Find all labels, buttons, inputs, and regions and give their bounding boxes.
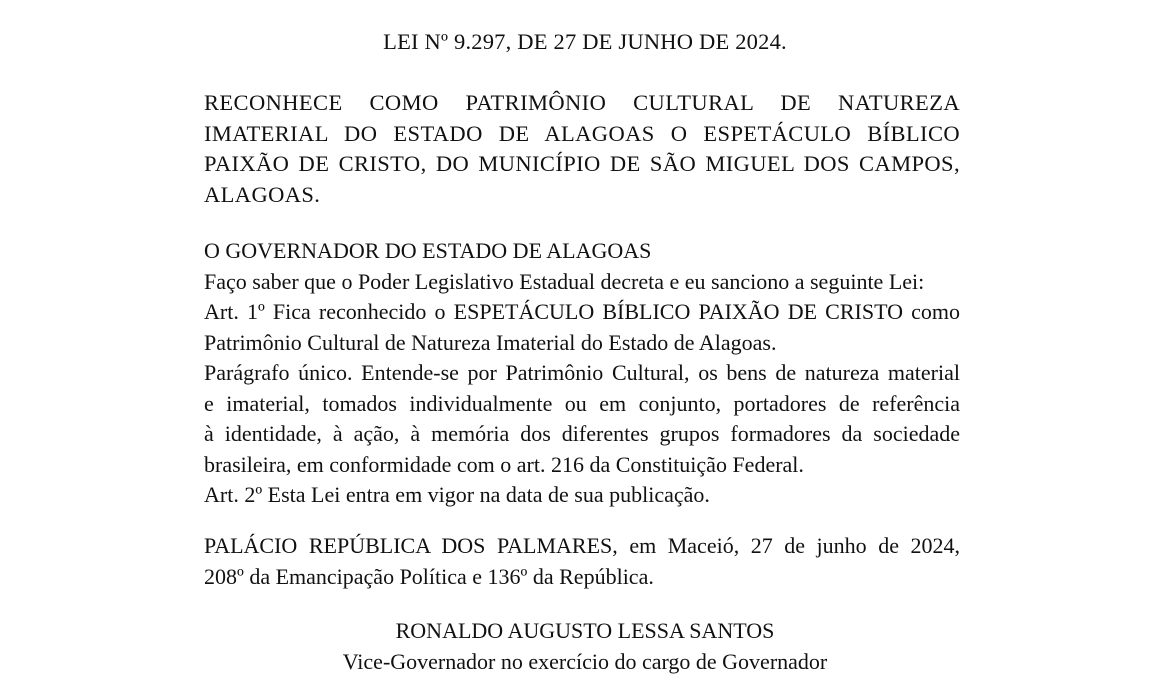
law-ementa [204,88,960,210]
law-body [204,236,960,511]
law-title: LEI Nº 9.297, DE 27 DE JUNHO DE 2024. [383,29,787,54]
authority-heading: O GOVERNADOR DO ESTADO DE ALAGOAS [204,238,652,263]
paragraph-line-3: à identidade, à ação, à memória dos diferentes grupos formadores da sociedade [204,421,960,446]
article-1-line-1: Art. 1º Fica reconhecido o ESPETÁCULO BÍBLICO PAIXÃO DE CRISTO como [204,299,960,324]
paragraph-line-2: e imaterial, tomados individualmente ou em conjunto, portadores de referência [204,390,960,416]
signatory-name: RONALDO AUGUSTO LESSA SANTOS [395,618,775,643]
paragraph-line-4: brasileira, em conformidade com o art. 216 da Constituição Federal. [204,451,804,477]
ementa-line-2: IMATERIAL DO ESTADO DE ALAGOAS O ESPETÁCULO BÍBLICO [204,120,960,146]
article-1-line-2: Patrimônio Cultural de Natureza Imaterial do Estado de Alagoas. [204,329,777,355]
signature-block [0,616,1170,677]
article-2: Art. 2º Esta Lei entra em vigor na data de sua publicação. [204,482,710,507]
closing-line-1: PALÁCIO REPÚBLICA DOS PALMARES, em Maceió, 27 de junho de 2024, [204,533,960,558]
signatory-role: Vice-Governador no exercício do cargo de Governador [342,648,828,674]
ementa-line-1: RECONHECE COMO PATRIMÔNIO CULTURAL DE NATUREZA [204,90,960,115]
law-closing [204,531,960,592]
ementa-line-3: PAIXÃO DE CRISTO, DO MUNICÍPIO DE SÃO MIGUEL DOS CAMPOS, [204,151,960,176]
closing-line-2: 208º da Emancipação Política e 136º da República. [204,563,654,589]
enactment-clause: Faço saber que o Poder Legislativo Estadual decreta e eu sanciono a seguinte Lei: [204,268,925,294]
paragraph-line-1: Parágrafo único. Entende-se por Patrimônio Cultural, os bens de natureza material [204,360,960,385]
ementa-line-4: ALAGOAS. [204,181,321,207]
